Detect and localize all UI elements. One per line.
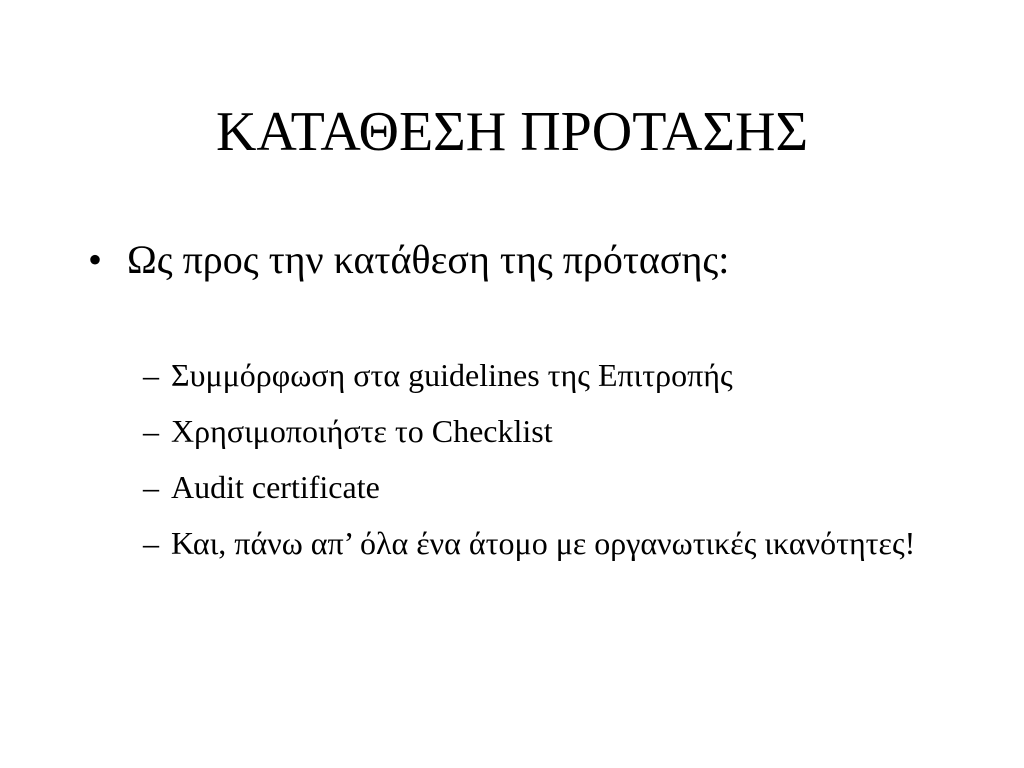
- sub-bullet-item: [143, 352, 943, 398]
- sub-bullet-text: Συμμόρφωση στα guidelines της Επιτροπής: [171, 357, 733, 393]
- sub-bullet-item: [143, 464, 943, 510]
- dash-marker: –: [143, 525, 159, 561]
- dash-marker: –: [143, 357, 159, 393]
- sub-bullet-item: [143, 520, 943, 566]
- sub-bullet-item: [143, 408, 943, 454]
- sub-bullet-text: Και, πάνω απ’ όλα ένα άτομο με οργανωτικές ικανότητες!: [171, 525, 916, 561]
- dash-marker: –: [143, 413, 159, 449]
- sub-bullet-text: Audit certificate: [171, 469, 380, 505]
- sub-bullet-list: [143, 352, 943, 576]
- dash-marker: –: [143, 469, 159, 505]
- slide-title: ΚΑΤΑΘΕΣΗ ΠΡΟΤΑΣΗΣ: [215, 101, 809, 163]
- sub-bullet-text: Χρησιμοποιήστε το Checklist: [171, 413, 553, 449]
- bullet-marker: •: [88, 237, 103, 282]
- main-bullet-text: Ως προς την κατάθεση της πρότασης:: [127, 237, 730, 282]
